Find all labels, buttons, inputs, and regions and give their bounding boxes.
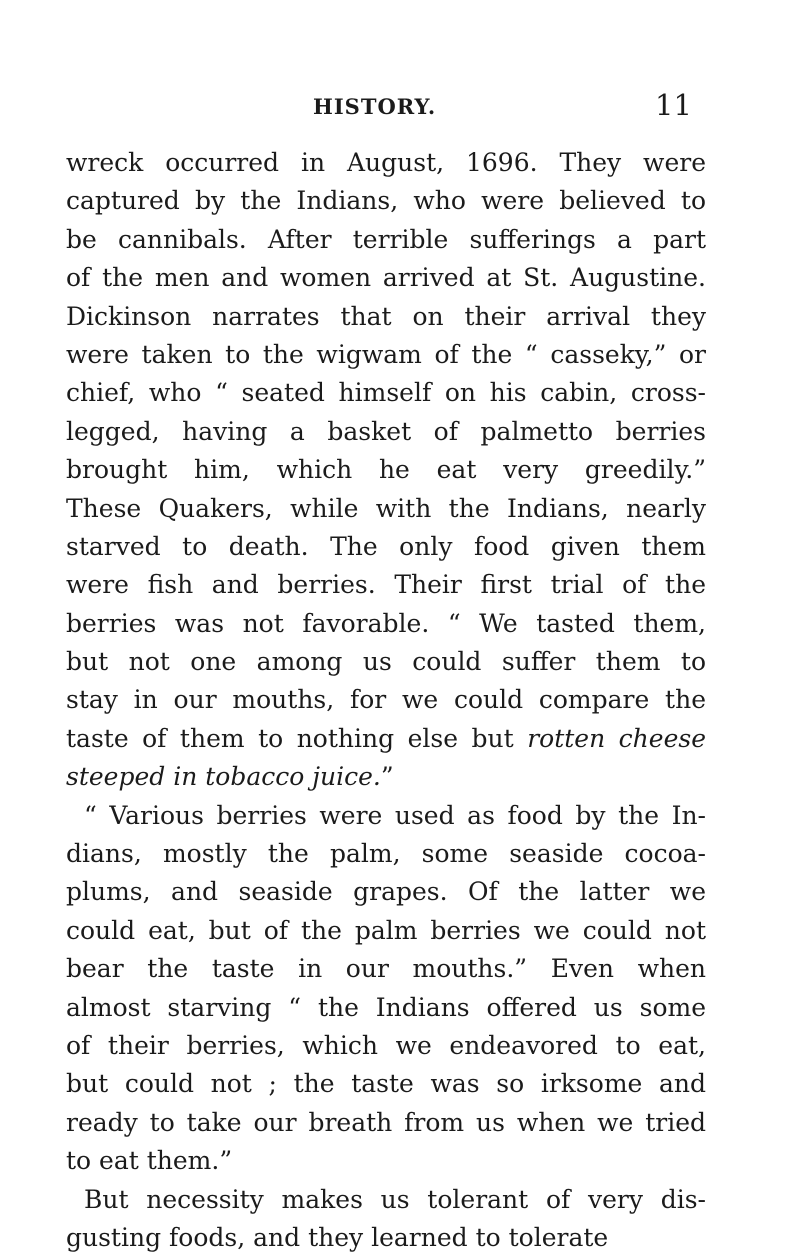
text-line: plums, and seaside grapes. Of the latter we <box>66 877 706 907</box>
text-line: berries was not favorable. “ We tasted them, <box>66 608 706 638</box>
running-head: HISTORY. <box>313 94 437 119</box>
text-line: were taken to the wigwam of the “ casseky,” or <box>66 339 706 369</box>
text-line: chief, who “ seated himself on his cabin, cross- <box>66 378 706 408</box>
text-line: but could not ; the taste was so irksome and <box>66 1069 706 1099</box>
text-line: but not one among us could suffer them to <box>66 647 706 677</box>
body-text <box>66 144 706 1257</box>
text-line: captured by the Indians, who were believed to <box>66 186 706 216</box>
page-header <box>0 88 800 128</box>
page-number: 11 <box>655 88 692 122</box>
text-line: to eat them.” <box>66 1146 233 1176</box>
text-line: gusting foods, and they learned to tolerate <box>66 1222 609 1252</box>
paragraph-start-line: But necessity makes us tolerant of very dis- <box>84 1184 706 1214</box>
text-line: ready to take our breath from us when we tried <box>66 1107 706 1137</box>
closing-quote: ” <box>380 762 394 792</box>
text-line: of the men and women arrived at St. Augustine. <box>66 263 706 293</box>
text-line: Dickinson narrates that on their arrival they <box>66 301 706 331</box>
text-line: wreck occurred in August, 1696. They were <box>66 148 706 177</box>
text-line: These Quakers, while with the Indians, nearly <box>66 493 706 523</box>
text-line: of their berries, which we endeavored to eat, <box>66 1030 706 1060</box>
text-line: could eat, but of the palm berries we could not <box>66 915 706 945</box>
text-line <box>66 720 706 758</box>
text-line: legged, having a basket of palmetto berries <box>66 416 706 446</box>
italic-text: rotten cheese <box>527 723 707 753</box>
text-line: bear the taste in our mouths.” Even when <box>66 954 706 984</box>
paragraph-start-line: “ Various berries were used as food by the In- <box>84 800 706 830</box>
text-line: dians, mostly the palm, some seaside cocoa- <box>66 839 706 869</box>
text-line: starved to death. The only food given them <box>66 531 706 561</box>
text-line: be cannibals. After terrible sufferings a part <box>66 224 706 254</box>
text-line: stay in our mouths, for we could compare the <box>66 685 706 715</box>
italic-text: steeped in tobacco juice. <box>66 762 381 792</box>
text-line: brought him, which he eat very greedily.” <box>66 455 706 485</box>
text-line: almost starving “ the Indians offered us some <box>66 992 706 1022</box>
line-text: taste of them to nothing else but <box>66 723 528 753</box>
text-line <box>66 758 706 796</box>
text-line: were fish and berries. Their first trial of the <box>66 570 706 600</box>
